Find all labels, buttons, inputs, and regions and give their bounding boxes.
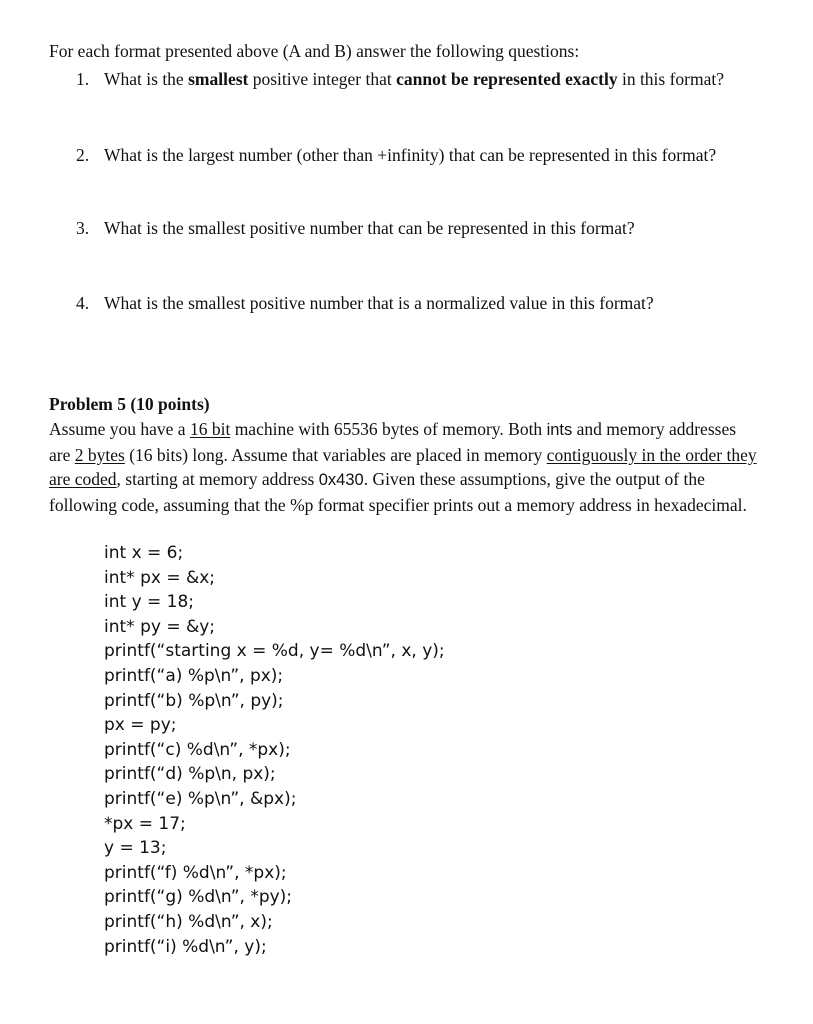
- code-line: printf(“g) %d\n”, *py);: [104, 887, 293, 908]
- code-line: px = py;: [104, 715, 177, 736]
- underlined-text: 2 bytes: [74, 444, 125, 465]
- code-line: printf(“a) %p\n”, px);: [104, 665, 284, 686]
- question-text: in this format?: [617, 69, 725, 89]
- code-line: printf(“c) %d\n”, *px);: [104, 739, 291, 760]
- question-text: What is the smallest positive number that is a normalized value in this format?: [104, 293, 654, 313]
- question-4: [76, 293, 654, 314]
- code-line: printf(“e) %p\n”, &px);: [104, 788, 297, 809]
- underlined-text: contiguously in the order they are coded: [49, 444, 757, 490]
- code-term: ints: [546, 421, 573, 439]
- question-bold: cannot be represented exactly: [396, 69, 618, 89]
- description-text: , starting at memory address: [116, 469, 319, 490]
- description-text: Assume you have a: [49, 419, 190, 439]
- question-number: 1.: [76, 69, 90, 89]
- code-line: int* py = &y;: [104, 616, 216, 637]
- code-line: y = 13;: [104, 838, 167, 859]
- question-1: [76, 69, 724, 90]
- description-text: machine with 65536 bytes of memory. Both: [230, 419, 547, 439]
- underlined-text: 16 bit: [189, 419, 231, 439]
- question-2: [76, 145, 716, 166]
- code-line: printf(“d) %p\n, px);: [104, 764, 276, 785]
- description-text: and memory addresses are: [49, 419, 737, 465]
- code-line: int x = 6;: [104, 543, 184, 563]
- code-line: int* px = &x;: [104, 567, 216, 588]
- code-line: printf(“starting x = %d, y= %d\n”, x, y);: [104, 641, 445, 662]
- intro-text: For each format presented above (A and B) answer the following questions:: [49, 41, 580, 61]
- code-line: printf(“f) %d\n”, *px);: [104, 862, 287, 883]
- question-number: 3.: [76, 218, 90, 238]
- code-block: [104, 541, 445, 959]
- code-line: printf(“b) %p\n”, py);: [104, 690, 284, 711]
- description-text: . Given these assumptions, give the output of the following code, assuming that the %p format specifier prints out a memory address in hexadecimal.: [49, 469, 747, 515]
- code-line: *px = 17;: [104, 813, 186, 834]
- description-text: (16 bits) long. Assume that variables are placed in memory: [124, 444, 547, 465]
- question-text: What is the smallest positive number that can be represented in this format?: [104, 218, 635, 238]
- question-bold: smallest: [188, 69, 249, 89]
- question-3: [76, 218, 635, 239]
- code-line: printf(“h) %d\n”, x);: [104, 911, 273, 932]
- question-text: What is the largest number (other than +infinity) that can be represented in this format?: [104, 145, 717, 165]
- question-text: positive integer that: [248, 69, 397, 89]
- question-number: 4.: [76, 293, 90, 313]
- question-text: What is the: [104, 69, 189, 89]
- code-term: 0x430: [318, 471, 364, 490]
- problem-title: Problem 5 (10 points): [49, 394, 210, 414]
- question-number: 2.: [76, 145, 90, 165]
- problem-description: [49, 417, 761, 517]
- code-line: int y = 18;: [104, 592, 195, 613]
- code-line: printf(“i) %d\n”, y);: [104, 936, 267, 957]
